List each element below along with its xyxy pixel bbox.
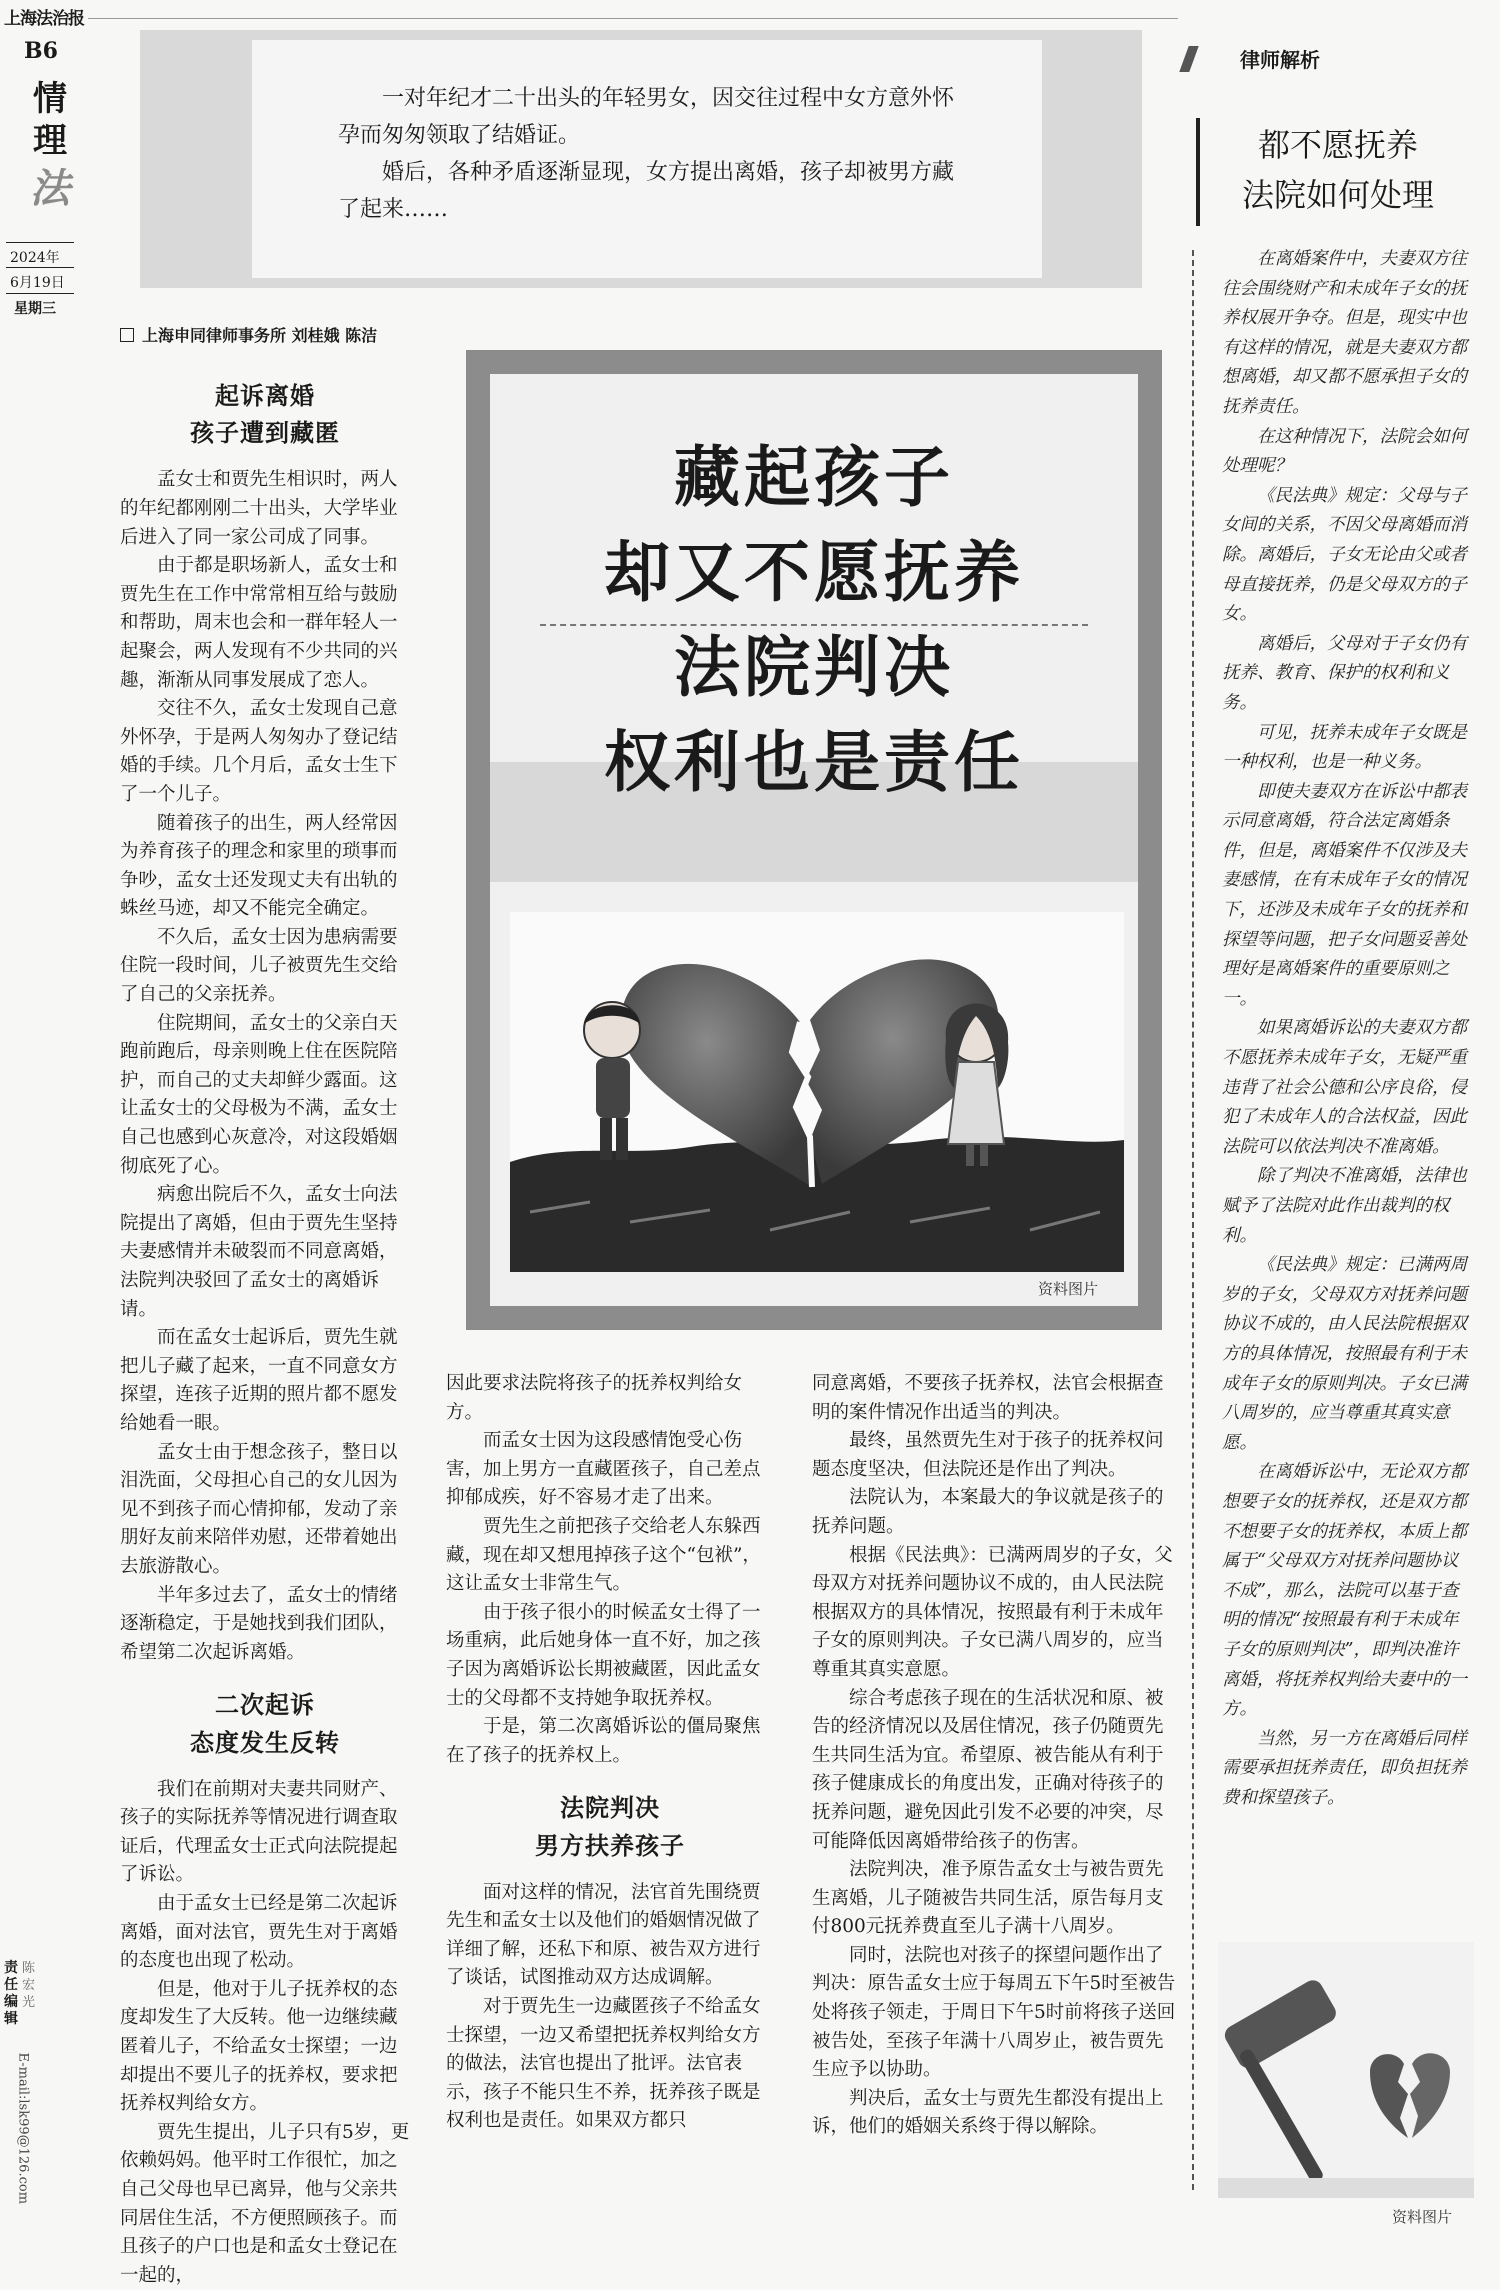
feature-panel [490, 374, 1138, 1306]
byline [120, 323, 377, 346]
sidebar-text [1222, 245, 1472, 1813]
section-char: 理 [33, 121, 67, 161]
gavel-photo [1218, 1942, 1474, 2198]
gavel-broken-heart-icon [1218, 1942, 1474, 2198]
paragraph: 由于孟女士已经是第二次起诉离婚，面对法官，贾先生对于离婚的态度也出现了松动。 [120, 1893, 398, 1972]
sidebar-paragraph: 《民法典》规定：父母与子女间的关系，不因父母离婚而消除。离婚后，子女无论由父或者母直接抚养，仍是父母双方的子女。 [1222, 485, 1467, 625]
paragraph: 面对这样的情况，法官首先围绕贾先生和孟女士以及他们的婚姻情况做了详细了解，还私下和原、被告双方进行了谈话，试图推动双方达成调解。 [446, 1881, 761, 1989]
editor-label-char: 编 [4, 1994, 18, 2010]
heading-line: 态度发生反转 [190, 1728, 340, 1757]
sidebar-title-line: 都不愿抚养 [1257, 126, 1418, 164]
paragraph: 孟女士和贾先生相识时，两人的年纪都刚刚二十出头，大学毕业后进入了同一家公司成了同事。 [120, 469, 398, 548]
editor-name-char: 光 [22, 1995, 36, 2010]
heading-line: 起诉离婚 [215, 382, 315, 410]
illustration-caption: 资料图片 [1037, 1280, 1098, 1298]
paragraph: 最终，虽然贾先生对于孩子的抚养权问题态度坚决，但法院还是作出了判决。 [812, 1430, 1164, 1480]
headline-line: 权利也是责任 [604, 723, 1024, 801]
divider [6, 242, 74, 243]
paragraph: 但是，他对于儿子抚养权的态度却发生了大反转。他一边继续藏匿着儿子，不给孟女士探望；一边却提出不要儿子的抚养权，要求把抚养权判给女方。 [120, 1978, 398, 2115]
editor-name-char: 宏 [22, 1978, 36, 1993]
sidebar-title-line: 法院如何处理 [1241, 176, 1434, 214]
date-weekday: 星期三 [14, 301, 56, 317]
byline-text: 上海申同律师事务所 刘桂娥 陈洁 [142, 326, 378, 345]
sidebar-divider [1192, 250, 1194, 2190]
sidebar-title [1196, 120, 1480, 220]
editor-email: E-mail:lsk99@126.com [15, 2052, 31, 2205]
page-top-rule [88, 18, 1178, 19]
date-year: 2024年 [10, 250, 60, 266]
section-heading [120, 1687, 410, 1761]
sidebar-paragraph: 可见，抚养未成年子女既是一种权利，也是一种义务。 [1222, 722, 1467, 773]
heading-line: 法院判决 [560, 1794, 660, 1823]
headline-line: 法院判决 [674, 628, 954, 706]
section-char: 法 [30, 166, 70, 212]
sidebar-paragraph: 《民法典》规定：已满两周岁的子女，父母双方对抚养问题协议不成的，由人民法院根据双方的具体情况，按照最有利于未成年子女的原则判决。子女已满八周岁的，应当尊重其真实意愿。 [1222, 1255, 1467, 1453]
headline-line: 藏起孩子 [674, 438, 954, 516]
checkbox-square-icon [120, 328, 134, 342]
headline-line: 却又不愿抚养 [604, 533, 1024, 611]
section-name [30, 78, 70, 210]
sidebar-tag-label: 律师解析 [1240, 48, 1320, 72]
article-column-1 [120, 370, 410, 2286]
paragraph: 根据《民法典》：已满两周岁的子女，父母双方对抚养问题协议不成的，由人民法院根据双方的具体情况，按照最有利于未成年子女的原则判决。子女已满八周岁的，应当尊重其真实意愿。 [812, 1544, 1173, 1680]
editor-label [4, 1960, 18, 2028]
editor-name [22, 1960, 36, 2011]
paragraph: 不久后，孟女士因为患病需要住院一段时间，儿子被贾先生交给了自己的父亲抚养。 [120, 926, 398, 1006]
paragraph: 病愈出院后不久，孟女士向法院提出了离婚，但由于贾先生坚持夫妻感情并未破裂而不同意离婚，法院判决驳回了孟女士的离婚诉请。 [120, 1184, 398, 1320]
headline [490, 430, 1138, 810]
masthead [0, 0, 88, 340]
lead-box [140, 30, 1142, 288]
paragraph: 由于都是职场新人，孟女士和贾先生在工作中常常相互给与鼓励和帮助，周末也会和一群年轻人一起聚会，两人发现有不少共同的兴趣，渐渐从同事发展成了恋人。 [120, 555, 398, 691]
editor-label-char: 辑 [4, 2011, 18, 2027]
paragraph: 因此要求法院将孩子的抚养权判给女方。 [446, 1373, 743, 1423]
article-column-3 [812, 1370, 1178, 2230]
heading-line: 男方扶养孩子 [535, 1831, 685, 1860]
sidebar-paragraph: 如果离婚诉讼的夫妻双方都不愿抚养未成年子女，无疑严重违背了社会公德和公序良俗，侵犯了未成年人的合法权益，因此法院可以依法判决不准离婚。 [1222, 1018, 1467, 1157]
editor-label-char: 责 [4, 1960, 18, 1976]
divider [6, 267, 74, 268]
paragraph: 我们在前期对夫妻共同财产、孩子的实际抚养等情况进行调查取证后，代理孟女士正式向法院提起了诉讼。 [120, 1778, 398, 1886]
paragraph: 而在孟女士起诉后，贾先生就把儿子藏了起来，一直不同意女方探望，连孩子近期的照片都不愿发给她看一眼。 [120, 1327, 398, 1434]
paragraph: 法院判决，准予原告孟女士与被告贾先生离婚，儿子随被告共同生活，原告每月支付800元抚养费直至儿子满十八周岁。 [812, 1859, 1164, 1938]
section-heading [446, 1790, 774, 1864]
paragraph: 对于贾先生一边藏匿孩子不给孟女士探望，一边又希望把抚养权判给女方的做法，法官也提出了批评。法官表示，孩子不能只生不养，抚养孩子既是权利也是责任。如果双方都只 [446, 1996, 761, 2132]
paragraph: 同时，法院也对孩子的探望问题作出了判决：原告孟女士应于每周五下午5时至被告处将孩子领走，于周日下午5时前将孩子送回被告处，至孩子年满十八周岁止，被告贾先生应予以协助。 [812, 1944, 1176, 2081]
paragraph: 同意离婚，不要孩子抚养权，法官会根据查明的案件情况作出适当的判决。 [812, 1373, 1164, 1423]
divider [6, 293, 74, 294]
sidebar-paragraph: 除了判决不准离婚，法律也赋予了法院对此作出裁判的权利。 [1222, 1166, 1467, 1246]
paragraph: 孟女士由于想念孩子，整日以泪洗面，父母担心自己的女儿因为见不到孩子而心情抑郁，发动了亲朋好友前来陪伴劝慰，还带着她出去旅游散心。 [120, 1441, 398, 1577]
paragraph: 法院认为，本案最大的争议就是孩子的抚养问题。 [812, 1487, 1164, 1537]
date-day: 6月19日 [10, 275, 65, 291]
paragraph: 贾先生之前把孩子交给老人东躲西藏，现在却又想甩掉孩子这个“包袱”，这让孟女士非常生气。 [446, 1515, 761, 1595]
heading-line: 孩子遭到藏匿 [190, 419, 340, 448]
paragraph: 判决后，孟女士与贾先生都没有提出上诉，他们的婚姻关系终于得以解除。 [812, 2087, 1164, 2138]
sidebar-paragraph: 在离婚诉讼中，无论双方都想要子女的抚养权，还是双方都不想要子女的抚养权，本质上都属于“父母双方对抚养问题协议不成”，那么，法院可以基于查明的情况“按照最有利于未成年子女的原则判决”，即判决准许离婚，将抚养权判给夫妻中的一方。 [1222, 1462, 1467, 1720]
editor-name-char: 陈 [22, 1961, 36, 1976]
lead-paragraph: 婚后，各种矛盾逐渐显现，女方提出离婚，孩子却被男方藏了起来…… [338, 160, 955, 222]
sidebar-paragraph: 即使夫妻双方在诉讼中都表示同意离婚，符合法定离婚条件，但是，离婚案件不仅涉及夫妻感情，在有未成年子女的情况下，还涉及未成年子女的抚养和探望等问题，把子女问题妥善处理好是离婚案件的重要原则之一。 [1222, 781, 1467, 1009]
paper-logo: 上海法治报 [4, 9, 84, 29]
slant-mark-icon [1179, 46, 1198, 72]
feature-box [466, 350, 1162, 1330]
paragraph: 由于孩子很小的时候孟女士得了一场重病，此后她身体一直不好，加之孩子因为离婚诉讼长期被藏匿，因此孟女士的父母都不支持她争取抚养权。 [446, 1601, 761, 1709]
broken-heart-illustration [510, 912, 1124, 1272]
paragraph: 而孟女士因为这段感情饱受心伤害，加上男方一直藏匿孩子，自己差点抑郁成疾，好不容易才走了出来。 [446, 1430, 761, 1509]
paragraph: 随着孩子的出生，两人经常因为养育孩子的理念和家里的琐事而争吵，孟女士还发现丈夫有出轨的蛛丝马迹，却又不能完全确定。 [120, 812, 398, 920]
sidebar-paragraph: 在这种情况下，法院会如何处理呢？ [1222, 426, 1467, 477]
paragraph: 贾先生提出，儿子只有5岁，更依赖妈妈。他平时工作很忙，加之自己父母也早已离异，他与父亲共同居住生活，不方便照顾孩子。而且孩子的户口也是和孟女士登记在一起的， [120, 2121, 410, 2286]
headline-divider [540, 624, 1088, 626]
lead-paragraph: 一对年纪才二十出头的年轻男女，因交往过程中女方意外怀孕而匆匆领取了结婚证。 [338, 86, 955, 148]
section-char: 情 [33, 79, 67, 119]
editor-label-char: 任 [4, 1977, 18, 1993]
paragraph: 半年多过去了，孟女士的情绪逐渐稳定，于是她找到我们团队，希望第二次起诉离婚。 [120, 1584, 398, 1663]
lead-text [338, 80, 958, 228]
paragraph: 住院期间，孟女士的父亲白天跑前跑后，母亲则晚上住在医院陪护，而自己的丈夫却鲜少露面。这让孟女士的父母极为不满，孟女士自己也感到心灰意冷，对这段婚姻彻底死了心。 [120, 1012, 398, 1177]
sidebar-paragraph: 离婚后，父母对于子女仍有抚养、教育、保护的权利和义务。 [1222, 633, 1467, 713]
paragraph: 于是，第二次离婚诉讼的僵局聚焦在了孩子的抚养权上。 [446, 1716, 761, 1766]
page-number: B6 [24, 38, 58, 64]
heading-line: 二次起诉 [215, 1691, 315, 1720]
article-column-2 [446, 1370, 774, 2230]
lead-panel [252, 40, 1042, 278]
paragraph: 交往不久，孟女士发现自己意外怀孕，于是两人匆匆办了登记结婚的手续。几个月后，孟女士生下了一个儿子。 [120, 698, 398, 805]
broken-heart-couple-icon [510, 912, 1124, 1272]
photo-caption: 资料图片 [1392, 2208, 1453, 2226]
paragraph: 综合考虑孩子现在的生活状况和原、被告的经济情况以及居住情况，孩子仍随贾先生共同生活为宜。希望原、被告能从有利于孩子健康成长的角度出发，正确对待孩子的抚养问题，避免因此引发不必要的冲突，尽可能降低因离婚带给孩子的伤害。 [812, 1687, 1164, 1852]
sidebar-paragraph: 当然，另一方在离婚后同样需要承担抚养责任，即负担抚养费和探望孩子。 [1222, 1728, 1467, 1808]
section-heading [120, 378, 410, 452]
sidebar-paragraph: 在离婚案件中，夫妻双方往往会围绕财产和未成年子女的抚养权展开争夺。但是，现实中也有这样的情况，就是夫妻双方都想离婚，却又都不愿承担子女的抚养责任。 [1222, 249, 1467, 417]
